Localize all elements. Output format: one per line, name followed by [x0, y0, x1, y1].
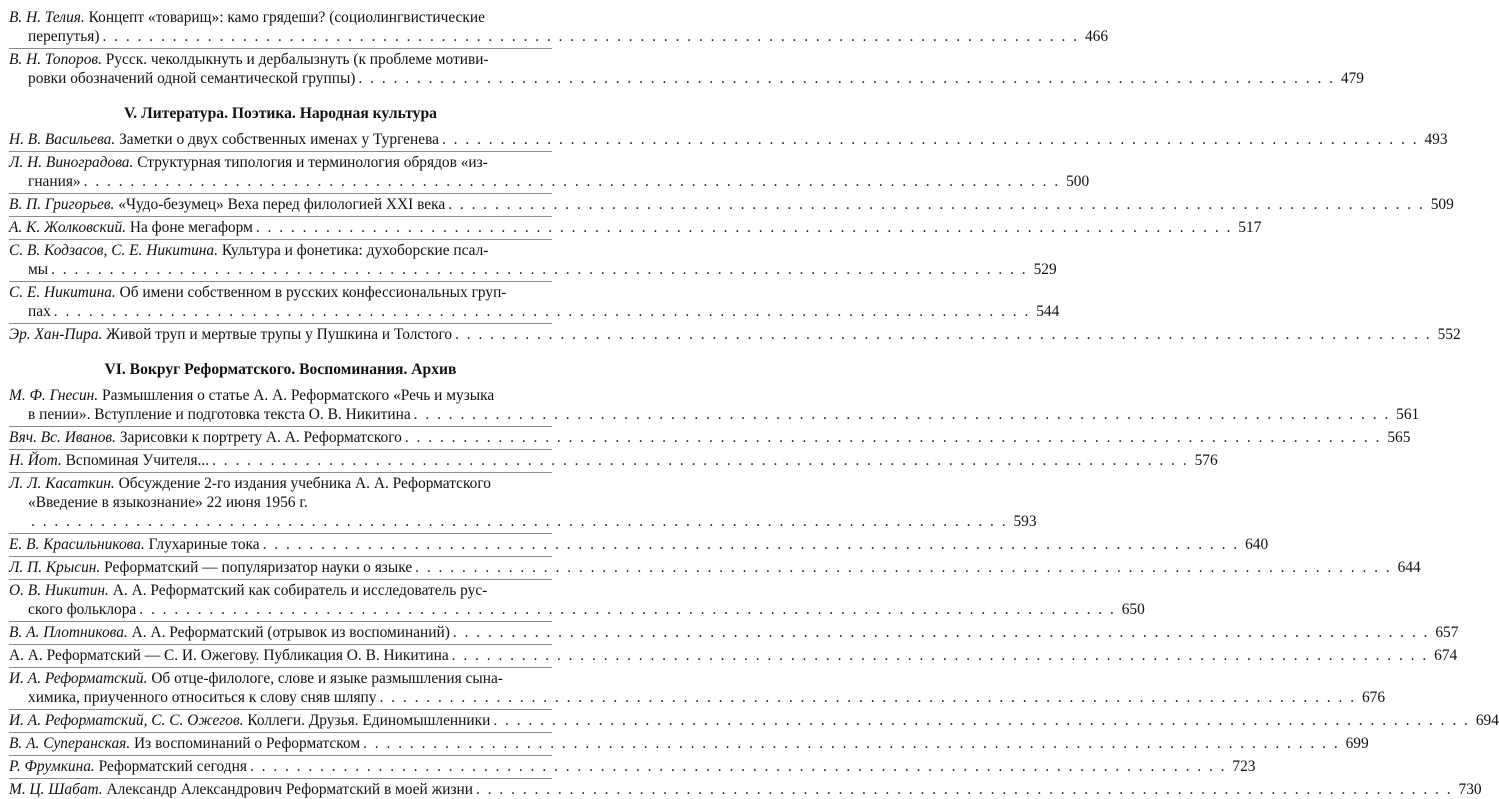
entry-title-last: Вспоминая Учителя... — [65, 452, 210, 469]
entry-page: 561 — [1396, 406, 1420, 423]
entry-page: 529 — [1033, 261, 1057, 278]
entry-title-line: А. А. Реформатский как собиратель и исследователь рус- — [112, 582, 488, 599]
entry-author: В. А. Плотникова. — [9, 624, 128, 641]
section-title: V. Литература. Поэтика. Народная культура — [124, 105, 437, 122]
entry-title-line: Об имени собственном в русских конфессиональных груп- — [119, 284, 507, 301]
entry-title-last: На фоне мегаформ — [129, 219, 253, 236]
entry-page: 640 — [1245, 536, 1269, 553]
entry-author: Эр. Хан-Пира. — [9, 326, 103, 343]
toc-entry — [9, 193, 1454, 214]
entry-author: В. П. Григорьев. — [9, 196, 115, 213]
entry-author: Р. Фрумкина. — [9, 758, 95, 775]
entry-title-last: гнания» — [28, 173, 81, 190]
entry-title-last: перепутья) — [28, 28, 100, 45]
entry-page: 694 — [1475, 712, 1499, 729]
entry-page: 509 — [1430, 196, 1454, 213]
toc-entry — [9, 426, 1411, 447]
entry-author: С. В. Кодзасов, С. Е. Никитина. — [9, 242, 218, 259]
entry-title-line: Обсуждение 2-го издания учебника А. А. Реформатского — [118, 475, 491, 492]
entry-title-last: ровки обозначений одной семантической группы) — [28, 70, 356, 87]
toc-entry — [9, 48, 1364, 88]
entry-page: 500 — [1066, 173, 1090, 190]
entry-author: В. А. Суперанская. — [9, 735, 131, 752]
toc-entry — [9, 778, 1482, 799]
toc-entry — [9, 472, 1037, 531]
entry-title-last: Заметки о двух собственных именах у Тургенева — [119, 131, 439, 148]
entry-author: Л. Л. Касаткин. — [9, 475, 115, 492]
entry-author: М. Ц. Шабат. — [9, 781, 103, 798]
toc-entry — [9, 732, 1369, 753]
entry-author: Л. Н. Виноградова. — [9, 154, 134, 171]
toc-entry — [9, 709, 1499, 730]
entry-page: 730 — [1458, 781, 1482, 798]
entry-title-line: Концепт «товарищ»: камо грядеши? (социолингвистические — [88, 9, 485, 26]
entry-title-last: Реформатский — популяризатор науки о языке — [104, 559, 413, 576]
toc-section-literature — [9, 130, 1461, 344]
toc-entry — [9, 239, 1057, 279]
toc-entry — [9, 533, 1269, 554]
entry-title-last: Александр Александрович Реформатский в моей жизни — [106, 781, 474, 798]
toc-entry — [9, 621, 1459, 642]
entry-page: 479 — [1340, 70, 1364, 87]
entry-author: Вяч. Вс. Иванов. — [9, 429, 116, 446]
entry-title-last: в пении». Вступление и подготовка текста О. В. Никитина — [28, 406, 411, 423]
entry-page: 593 — [1013, 513, 1037, 530]
entry-author: О. В. Никитин. — [9, 582, 109, 599]
entry-title-last: ского фольклора — [28, 601, 137, 618]
entry-page: 699 — [1345, 735, 1369, 752]
entry-title-line: Структурная типология и терминология обрядов «из- — [137, 154, 488, 171]
section-title: VI. Вокруг Реформатского. Воспоминания. Архив — [104, 361, 457, 378]
entry-page: 676 — [1361, 689, 1386, 706]
entry-page: 517 — [1238, 219, 1262, 236]
entry-title-last: Из воспоминаний о Реформатском — [134, 735, 361, 752]
entry-page: 466 — [1084, 28, 1109, 45]
toc-section-reformatsky — [9, 386, 1499, 799]
toc-entry — [9, 556, 1421, 577]
toc-entry — [9, 667, 1386, 707]
entry-title-last: Живой труп и мертвые трупы у Пушкина и Толстого — [106, 326, 453, 343]
entry-title-last: Зарисовки к портрету А. А. Реформатского — [119, 429, 402, 446]
entry-title-last: Коллеги. Друзья. Единомышленники — [247, 712, 491, 729]
toc-entry — [9, 281, 1060, 321]
entry-title-line: Размышления о статье А. А. Реформатского «Речь и музыка — [102, 387, 495, 404]
entry-page: 552 — [1437, 326, 1461, 343]
entry-author: Н. Йот. — [9, 452, 62, 469]
entry-title-line: Об отце-филологе, слове и языке размышления сына- — [151, 670, 503, 687]
entry-page: 544 — [1036, 303, 1060, 320]
entry-author: А. К. Жолковский. — [9, 219, 126, 236]
entry-title-last: «Чудо-безумец» Веха перед филологией XXI века — [118, 196, 446, 213]
toc-entry — [9, 130, 1448, 149]
entry-author: И. А. Реформатский. — [9, 670, 148, 687]
entry-title-line: Культура и фонетика: духоборские псал- — [221, 242, 489, 259]
toc-entry — [9, 216, 1262, 237]
entry-title-line: Русск. чеколдыкнуть и дербалызнуть (к проблеме мотиви- — [105, 51, 489, 68]
entry-title-last: мы — [28, 261, 49, 278]
toc-entry — [9, 323, 1461, 344]
toc-entry — [9, 579, 1145, 619]
entry-author: И. А. Реформатский, С. С. Ожегов. — [9, 712, 244, 729]
toc-section-continuation — [9, 8, 1364, 88]
entry-title-last: химика, приученного относиться к слову сняв шляпу — [28, 689, 377, 706]
entry-page: 493 — [1424, 131, 1448, 148]
toc-entry — [9, 8, 1109, 46]
entry-page: 644 — [1397, 559, 1421, 576]
entry-title-last: А. А. Реформатский — С. И. Ожегову. Публикация О. В. Никитина — [9, 647, 449, 664]
entry-author: Н. В. Васильева. — [9, 131, 116, 148]
entry-page: 576 — [1194, 452, 1218, 469]
entry-page: 723 — [1232, 758, 1256, 775]
entry-title-line: «Введение в языкознание» 22 июня 1956 г. — [28, 494, 308, 511]
entry-author: В. Н. Топоров. — [9, 51, 102, 68]
entry-author: С. Е. Никитина. — [9, 284, 116, 301]
entry-page: 650 — [1121, 601, 1145, 618]
entry-title-last: Реформатский сегодня — [98, 758, 247, 775]
entry-author: В. Н. Телия. — [9, 9, 85, 26]
toc-entry — [9, 449, 1218, 470]
entry-title-last: А. А. Реформатский (отрывок из воспоминаний) — [131, 624, 450, 641]
entry-title-last: Глухариные тока — [148, 536, 260, 553]
entry-author: М. Ф. Гнесин. — [9, 387, 99, 404]
entry-title-last: пах — [28, 303, 51, 320]
entry-author: Л. П. Крысин. — [9, 559, 101, 576]
entry-page: 657 — [1435, 624, 1459, 641]
entry-author: Е. В. Красильникова. — [9, 536, 145, 553]
entry-page: 565 — [1387, 429, 1411, 446]
toc-entry — [9, 386, 1420, 424]
toc-entry — [9, 644, 1458, 665]
toc-entry — [9, 151, 1090, 191]
toc-entry — [9, 755, 1256, 776]
entry-page: 674 — [1434, 647, 1458, 664]
